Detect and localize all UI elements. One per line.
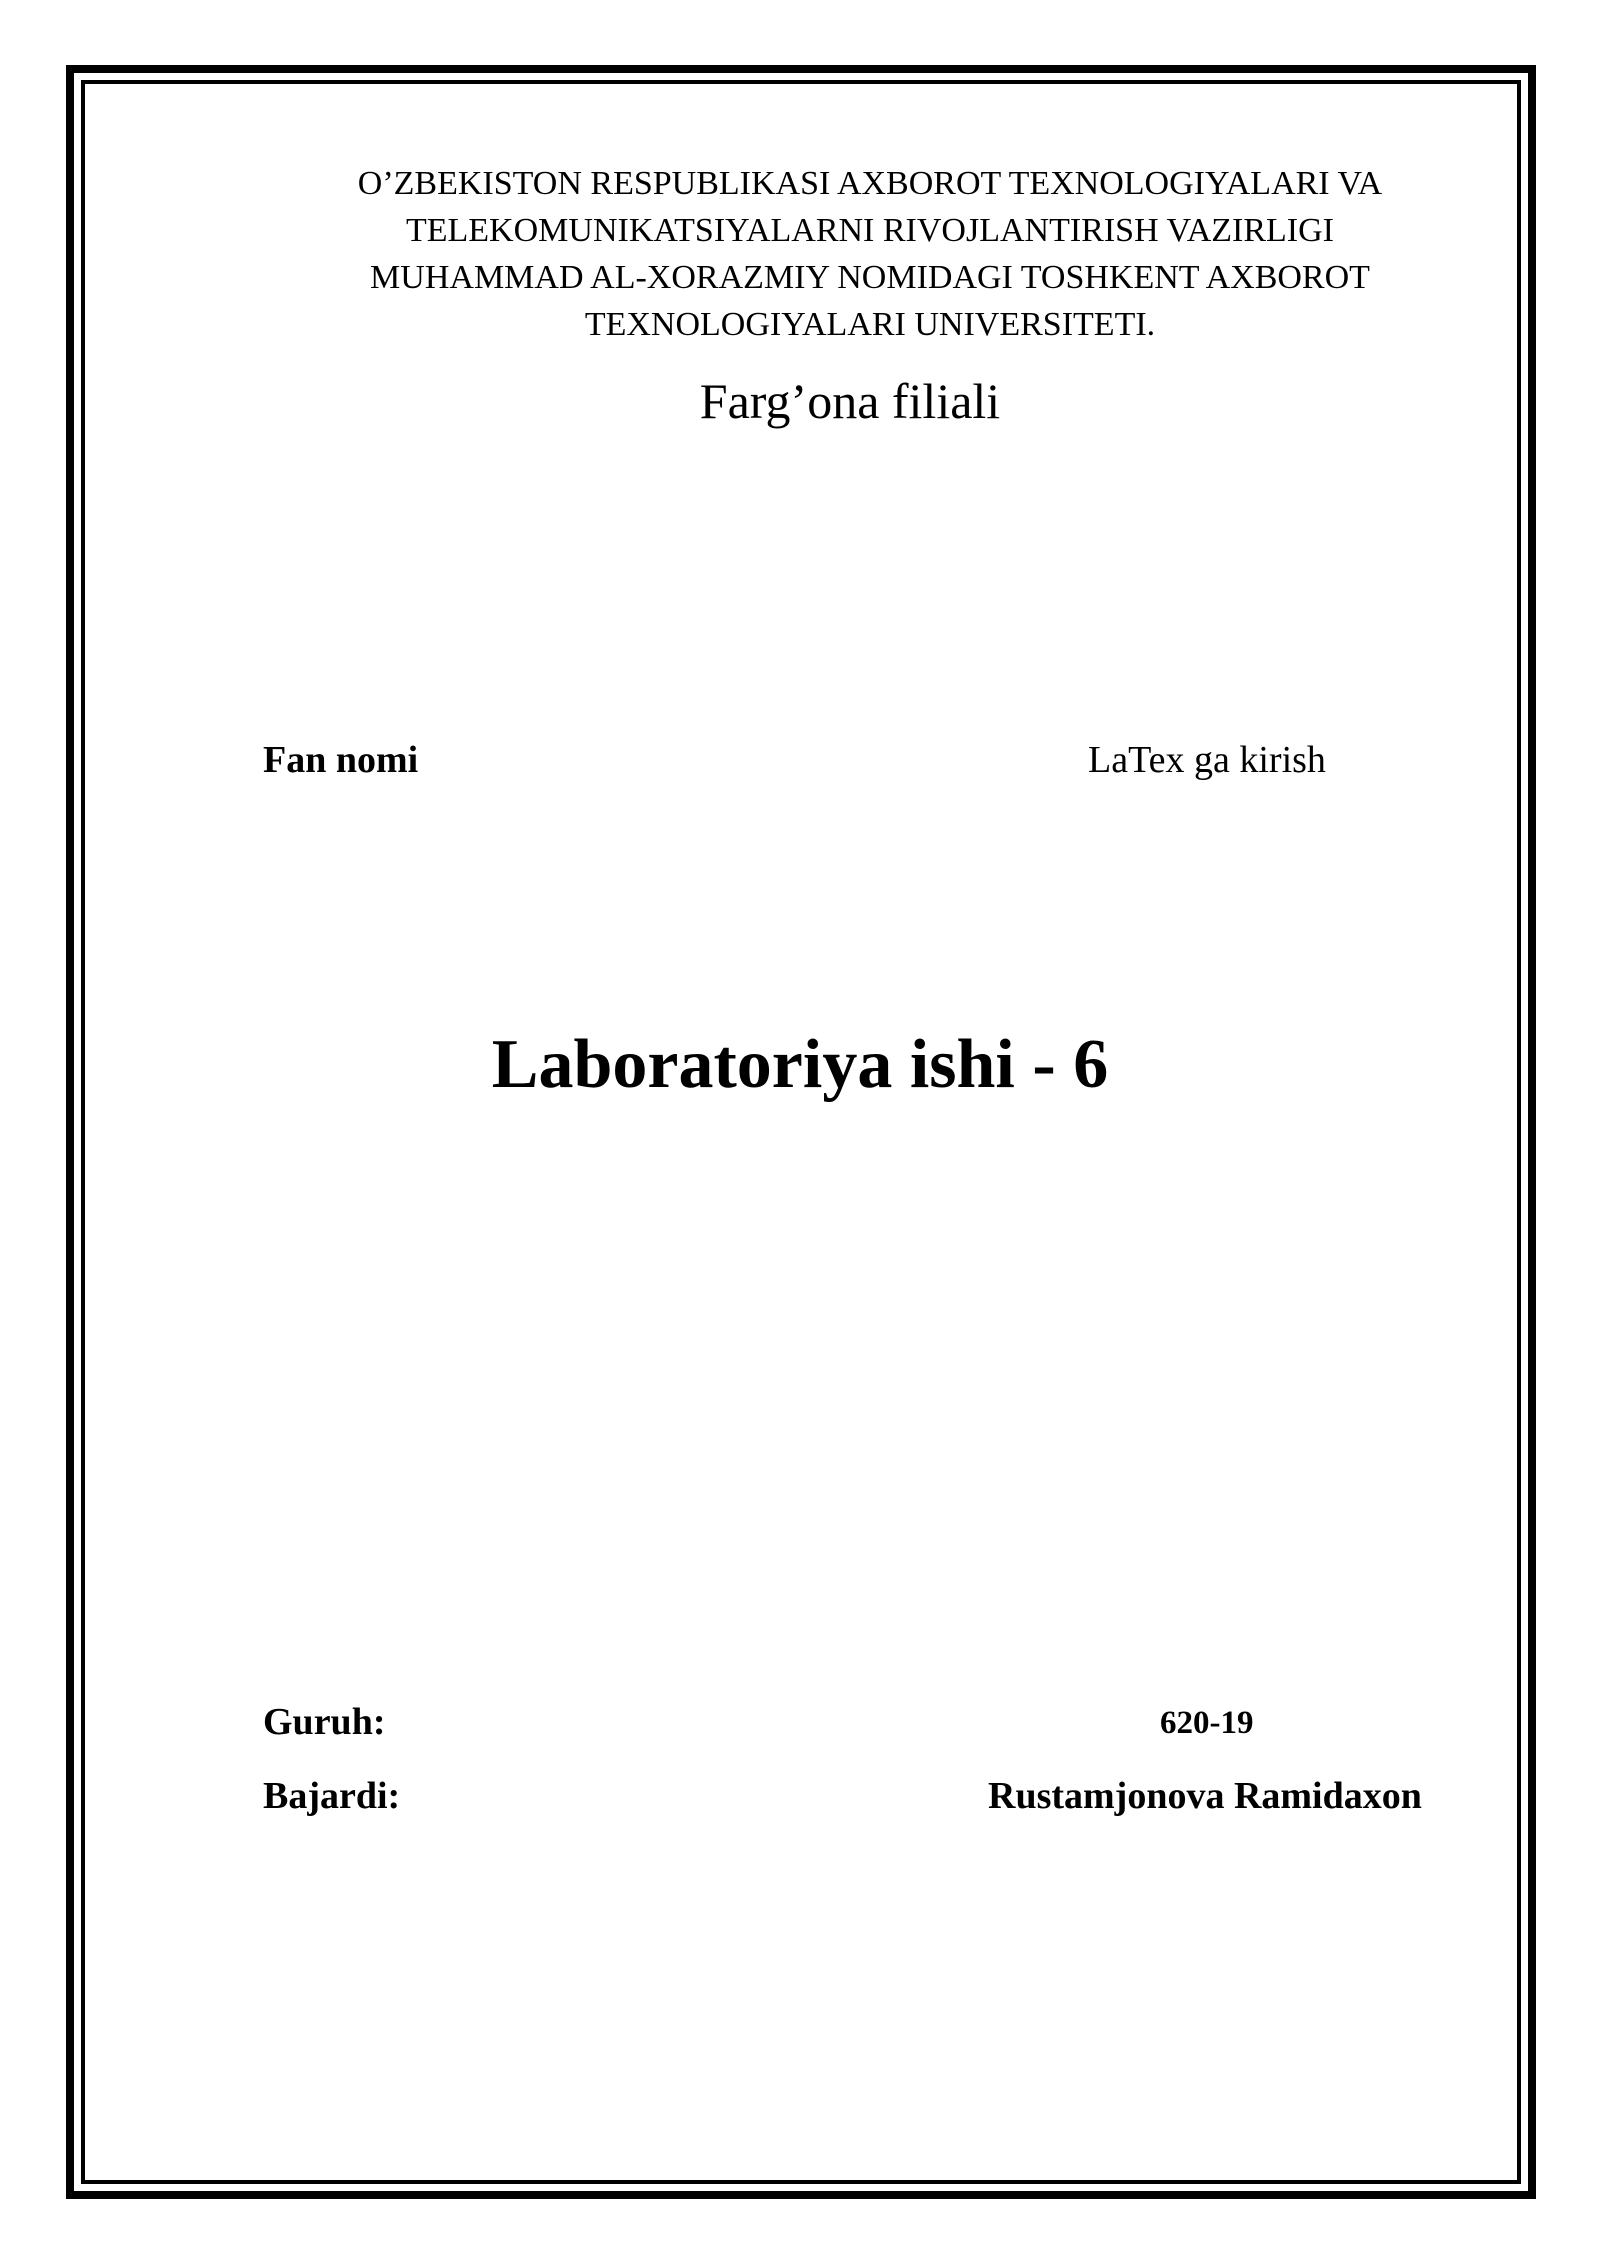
performer-label: Bajardi: — [263, 1775, 401, 1817]
group-value: 620-19 — [1160, 1705, 1254, 1741]
header-line-1: O’ZBEKISTON RESPUBLIKASI AXBOROT TEXNOLOGIYALARI VA — [357, 165, 1383, 202]
institution-header — [200, 160, 1540, 348]
header-line-2: TELEKOMUNIKATSIYALARNI RIVOJLANTIRISH VAZIRLIGI — [405, 212, 1334, 249]
subject-label: Fan nomi — [263, 739, 419, 781]
lab-title: Laboratoriya ishi - 6 — [491, 1026, 1109, 1103]
performer-value: Rustamjonova Ramidaxon — [988, 1775, 1422, 1817]
group-label: Guruh: — [263, 1701, 386, 1743]
header-line-3: MUHAMMAD AL-XORAZMIY NOMIDAGI TOSHKENT AXBOROT — [370, 259, 1370, 296]
header-line-4: TEXNOLOGIYALARI UNIVERSITETI. — [584, 306, 1156, 343]
subject-value: LaTex ga kirish — [1088, 739, 1326, 781]
branch-name: Farg’ona filiali — [699, 373, 1001, 429]
